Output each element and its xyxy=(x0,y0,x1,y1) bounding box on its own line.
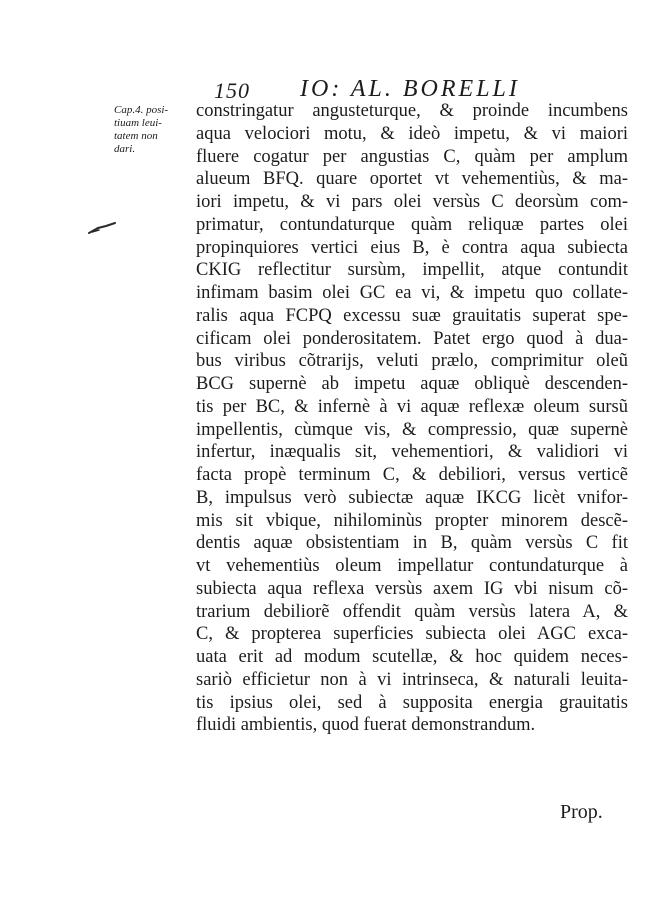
text-line: subiecta aqua reflexa versùs axem IG vbi nisum cõ- xyxy=(196,578,628,599)
margin-note-line: Cap.4. posi- xyxy=(114,104,169,116)
text-line: B, impulsus verò subiectæ aquæ IKCG licèt vnifor- xyxy=(196,487,628,508)
catchword: Prop. xyxy=(560,801,603,823)
text-line: fluere cogatur per angustias C, quàm per amplum xyxy=(196,146,628,167)
running-head: IO: AL. BORELLI xyxy=(300,76,520,102)
text-line: BCG supernè ab impetu aquæ obliquè descenden- xyxy=(196,374,628,394)
margin-note-line: tiuam leui- xyxy=(114,117,162,129)
text-line: infertur, inæqualis sit, vehementiori, & validiori vi xyxy=(196,442,628,463)
text-line: fluidi ambientis, quod fuerat demonstrandum. xyxy=(196,715,536,736)
text-line: sariò efficietur non à vi intrinseca, & naturali leuita- xyxy=(196,669,628,690)
text-line: trarium debiliorẽ offendit quàm versùs latera A, & xyxy=(196,601,628,622)
text-line: aqua velociori motu, & ideò impetu, & vi maiori xyxy=(196,123,628,144)
text-line: impellentis, cùmque vis, & compressio, quæ supernè xyxy=(196,419,628,440)
text-line: propinquiores vertici eius B, è contra aqua subiecta xyxy=(196,237,628,258)
text-line: tis ipsius olei, sed à supposita energia grauitatis xyxy=(196,692,628,713)
body-text xyxy=(196,100,628,737)
text-line: tis per BC, & infernè à vi aquæ reflexæ oleum sursũ xyxy=(196,396,628,417)
text-line: CKIG reflectitur sursùm, impellit, atque contundit xyxy=(196,260,628,281)
margin-note-line: dari. xyxy=(114,143,136,155)
text-line: C, & propterea superficies subiecta olei AGC exca- xyxy=(196,624,628,645)
text-line: alueum BFQ. quare oportet vt vehementiùs, & ma- xyxy=(196,169,628,190)
text-line: vt vehementiùs oleum impellatur contundaturque à xyxy=(196,556,628,576)
text-line: iori impetu, & vi pars olei versùs C deorsùm com- xyxy=(196,192,628,212)
page-number: 150 xyxy=(214,78,250,103)
text-line: ralis aqua FCPQ excessu suæ grauitatis superat spe- xyxy=(196,305,628,326)
margin-note xyxy=(114,104,192,156)
text-line: constringatur angusteturque, & proinde incumbens xyxy=(196,101,628,121)
text-line: mis sit vbique, nihilominùs propter minorem descẽ- xyxy=(196,510,628,531)
margin-note-line: tatem non xyxy=(114,130,158,142)
text-line: bus viribus cõtrarijs, veluti prælo, comprimitur oleũ xyxy=(196,351,628,372)
text-line: dentis aquæ obsistentiam in B, quàm versùs C fit xyxy=(196,533,628,554)
text-line: infimam basim olei GC ea vi, & impetu quo collate- xyxy=(196,283,628,303)
text-line: cificam olei ponderositatem. Patet ergo quod à dua- xyxy=(196,328,628,349)
text-line: facta propè terminum C, & debiliori, versus verticẽ xyxy=(196,465,628,485)
text-line: primatur, contundaturque quàm reliquæ partes olei xyxy=(196,214,628,235)
text-line: uata erit ad modum scutellæ, & hoc quidem neces- xyxy=(196,647,628,667)
pen-mark-icon xyxy=(88,222,118,236)
